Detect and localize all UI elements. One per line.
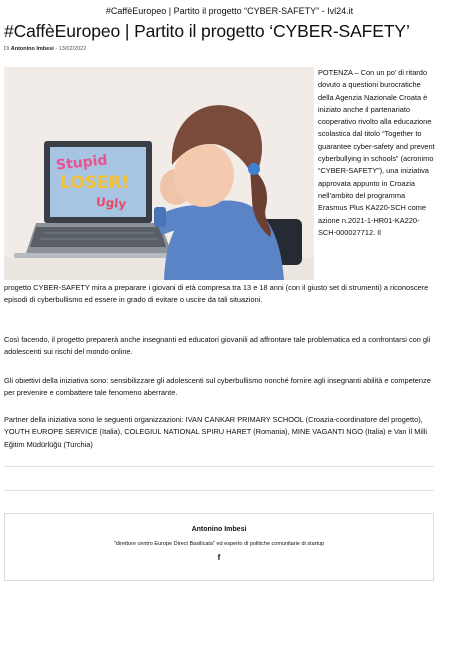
author-box-bio: "direttore centro Europe Direct Basilicata" ed esperto di politiche comunitarie di startup [113,541,325,547]
content-divider [4,466,434,467]
author-box [4,513,434,581]
date-separator: - [55,46,58,52]
image-word-loser: LOSER! [60,173,130,193]
article-title: #CaffèEuropeo | Partito il progetto ‘CYBER-SAFETY’ [4,21,410,41]
facebook-icon[interactable]: f [217,553,221,562]
author-box-name[interactable]: Antonino Imbesi [191,526,247,533]
article-intro-paragraph: POTENZA – Con un po’ di ritardo dovuto a questioni burocratiche della Agenzia Nazionale Croata è iniziato anche il partenariato cooperativo rivolto alla educazione scolastica dal titolo “Together to guarantee cyber-safety and prevent cyberbullying in schools” (acronimo “CYBER-SAFETY”), una iniziativa approvata appunto in Croazia nell’ambito del programma Erasmus Plus KA220-SCH come azione n.2021-1-HR01-KA220-SCH-000027712. Il [318,68,435,237]
featured-image [4,67,314,280]
article-paragraph-3: Gli obiettivi della iniziativa sono: sensibilizzare gli adolescenti sul cyberbullismo nonché fornire agli insegnanti abilità e competenze per prevenire e combattere tale fenomeno aberrante. [4,376,431,398]
article-meta [4,46,86,52]
image-word-ugly: Ugly [95,194,127,212]
byline-prefix: Di [4,46,10,52]
article-paragraph-2: Così facendo, il progetto preparerà anche insegnanti ed educatori giovanili ad affrontare tale problematica ed a confrontarsi con gli adolescenti sui rischi del mondo online. [4,335,431,357]
print-page-header: #CaffèEuropeo | Partito il progetto “CYBER-SAFETY” - Ivl24.it [105,6,354,16]
article-paragraph-1-continued: progetto CYBER-SAFETY mira a preparare i giovani di età compresa tra 13 e 18 anni (con il giusto set di strumenti) a riconoscere episodi di cyberbullismo ed essere in grado di evitare o uscire da tali situazioni. [4,283,429,305]
author-link[interactable]: Antonino Imbesi [10,46,54,52]
content-divider [4,490,434,491]
publish-date: 13/02/2022 [58,46,87,52]
article-paragraph-4: Partner della iniziativa sono le seguenti organizzazioni: IVAN CANKAR PRIMARY SCHOOL (Croazia-coordinatore del progetto), YOUTH EUROPE SERVICE (Italia), COLEGIUL NATIONAL SPIRU HARET (Romania), MINE VAGANTI NGO (Italia) e Van İl Milli Eğitim Müdürlüğü (Turchia) [4,415,427,449]
image-word-stupid: Stupid [55,152,109,174]
